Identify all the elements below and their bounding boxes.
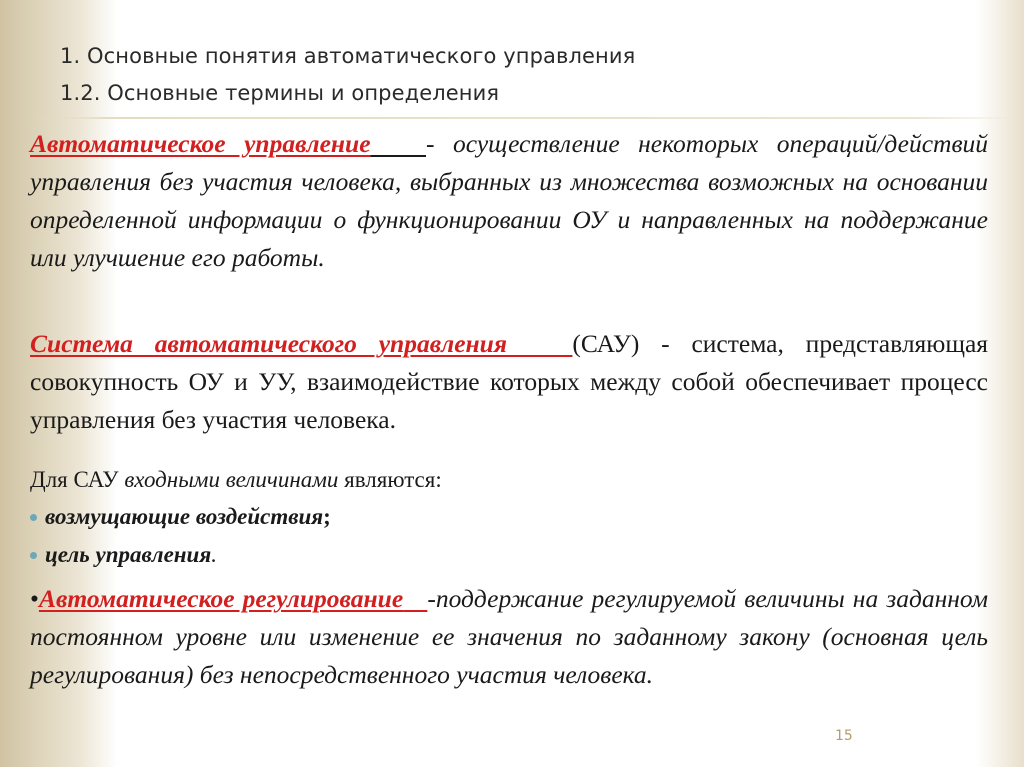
- title-divider: [28, 117, 1010, 119]
- term-underline-pad: [507, 329, 572, 358]
- list-item-text: возмущающие воздействия: [45, 504, 324, 529]
- definition-automatic-regulation: [30, 580, 988, 694]
- intro-italic: входными величинами: [124, 467, 339, 492]
- intro-prefix: Для САУ: [30, 467, 125, 492]
- term-automatic-regulation: Автоматическое регулирование: [38, 584, 404, 613]
- term-acs: Система автоматического управления: [30, 329, 507, 358]
- term-underline-pad: [403, 584, 427, 613]
- definition-text: -поддержание регулируемой величины на заданном постоянном уровне или изменение ее значения по заданному закону (основная цель регулирования) без непосредственного участия человека.: [30, 584, 988, 689]
- list-item-punct: .: [211, 542, 217, 567]
- inputs-intro: [30, 467, 442, 493]
- list-item-text: цель управления: [45, 542, 212, 567]
- definition-text: - система, представляющая совокупность ОУ и УУ, взаимодействие которых между собой обеспечивает процесс управления без участия человека.: [30, 329, 989, 434]
- slide-subtitle: 1.2. Основные термины и определения: [60, 81, 500, 105]
- acs-abbreviation: (САУ): [572, 329, 640, 358]
- list-item-punct: ;: [323, 504, 331, 529]
- term-automatic-control: Автоматическое управление: [30, 129, 371, 158]
- page-number: 15: [835, 728, 853, 744]
- slide-title: 1. Основные понятия автоматического управления: [60, 44, 636, 68]
- definition-acs: [30, 325, 988, 439]
- intro-suffix: являются:: [338, 467, 442, 492]
- bullet-icon: [30, 514, 37, 521]
- list-item: [30, 504, 331, 530]
- term-underline-pad: [371, 129, 426, 158]
- list-item: [30, 542, 217, 568]
- bullet-icon: [30, 552, 37, 559]
- definition-text: - осуществление некоторых операций/действий управления без участия человека, выбранных из множества возможных на основании определенной информации о функционировании ОУ и направленных на поддержание или улучшение его работы.: [30, 129, 989, 272]
- definition-automatic-control: [30, 125, 988, 277]
- bullet-icon: •: [30, 584, 39, 613]
